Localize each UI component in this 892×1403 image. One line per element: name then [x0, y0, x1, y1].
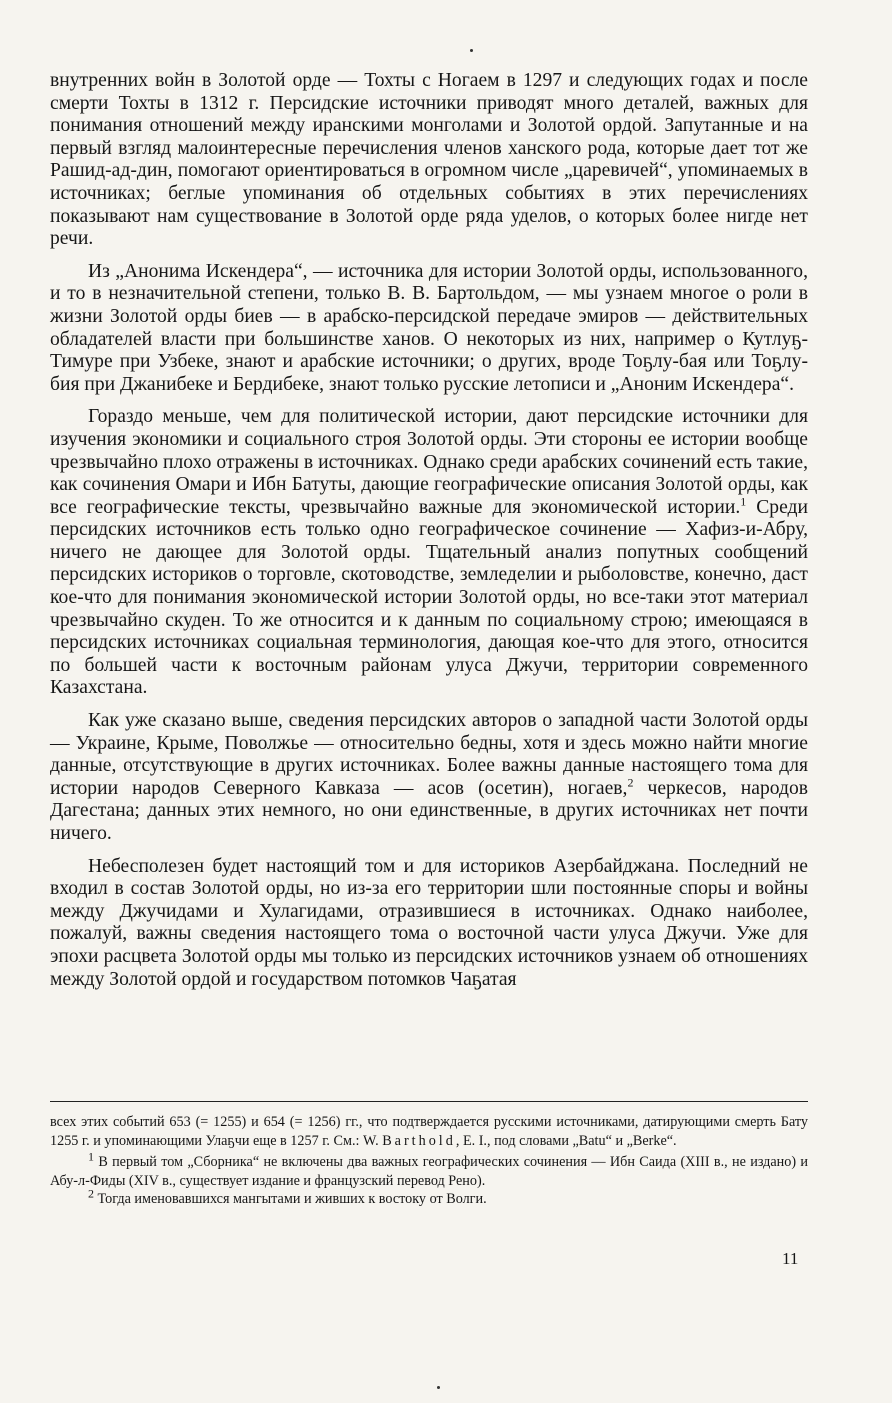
footnote-2: [50, 1186, 808, 1209]
footnote-author-name: Barthold: [382, 1132, 456, 1149]
footnote-cont-text-b: , E. I., под словами „Batu“ и „Berke“.: [455, 1132, 677, 1149]
scan-speck-bottom: [437, 1386, 440, 1389]
paragraph-1: внутренних войн в Золотой орде — Тохты с Ногаем в 1297 и следующих годах и после смерти Тохты в 1312 г. Персидские источники приводят много деталей, важных для понимания отношений между иранскими монголами и Золотой ордой. Запутанные и на первый взгляд малоинтересные перечисления членов ханского рода, которые дает тот же Рашид-ад-дин, помогают ориентироваться в огромном числе „царевичей“, упоминаемых в источниках; беглые упоминания об отдельных событиях в этих перечислениях показывают нам существование в Золотой орде ряда уделов, о которых более нигде нет речи.: [50, 70, 808, 250]
footnote-2-mark: 2: [88, 1186, 94, 1201]
paragraph-4-text-b: черкесов, народов Дагестана; данных этих немного, но они единственные, в других источниках нет почти ничего.: [50, 777, 809, 844]
footnote-1-mark: 1: [88, 1149, 94, 1164]
paragraph-2: Из „Анонима Искендера“, — источника для истории Золотой орды, использованного, и то в незначительной степени, только В. В. Бартольдом, — мы узнаем многое о роли в жизни Золотой орды биев — в арабско-персидской передаче эмиров — действительных обладателей власти при большинстве ханов. О некоторых из них, например о Кутлуҕ-Тимуре при Узбеке, знают и арабские источники; о других, вроде Тоҕлу-бая или Тоҕлу-бия при Джанибеке и Бердибеке, знают только русские летописи и „Аноним Искендера“.: [50, 260, 808, 395]
footnotes: [50, 1113, 808, 1209]
page-number: 11: [782, 1249, 799, 1268]
paragraph-3-text-a: Гораздо меньше, чем для политической истории, дают персидские источники для изучения экономики и социального строя Золотой орды. Эти стороны ее истории вообще чрезвычайно плохо отражены в источниках. Однако среди арабских сочинений есть такие, как сочинения Омари и Ибн Батуты, дающие географические описания Золотой орды, как все географические тексты, чрезвычайно важные для экономической истории.: [50, 406, 808, 518]
paragraph-4: [50, 710, 808, 846]
footnote-1: [50, 1149, 808, 1190]
footnote-separator: [50, 1101, 808, 1102]
scan-speck-top: [470, 49, 473, 52]
footnote-2-text: Тогда именовавшихся мангытами и живших к востоку от Волги.: [94, 1191, 487, 1207]
main-text: [50, 70, 808, 991]
footnote-cont-text-a: всех этих событий 653 (= 1255) и 654 (= 1256) гг., что подтверждается русскими источниками, датирующими смерть Бату 1255 г. и упоминающими Улаҕчи еще в 1257 г. См.: W.: [50, 1114, 808, 1149]
footnote-1-text: В первый том „Сборника“ не включены два важных географических сочинения — Ибн Саида (XIII в., не издано) и Абу-л-Фиды (XIV в., существует издание и французский перевод Рено).: [50, 1154, 808, 1189]
footnote-continuation: [50, 1113, 808, 1150]
footnote-ref-1: 1: [740, 494, 747, 509]
paragraph-4-text-a: Как уже сказано выше, сведения персидских авторов о западной части Золотой орды — Украине, Крыме, Поволжье — относительно бедны, хотя и здесь можно найти многие данные, отсутствующие в других источниках. Более важны данные настоящего тома для истории народов Северного Кавказа — асов (осетин), ногаев,: [50, 710, 808, 799]
paragraph-5: Небесполезен будет настоящий том и для историков Азербайджана. Последний не входил в состав Золотой орды, но из-за его территории шли постоянные споры и войны между Джучидами и Хулагидами, отразившиеся в источниках. Однако наиболее, пожалуй, важны сведения настоящего тома о восточной части улуса Джучи. Уже для эпохи расцвета Золотой орды мы только из персидских источников узнаем об отношениях между Золотой ордой и государством потомков Чаҕатая: [50, 855, 808, 990]
paragraph-3: [50, 406, 808, 700]
paragraph-3-text-b: Среди персидских источников есть только одно географическое сочинение — Хафиз-и-Абру, ничего не дающее для Золотой орды. Тщательный анализ попутных сообщений персидских историков о торговле, скотоводстве, земледелии и рыболовстве, конечно, даст кое-что для понимания экономической истории Золотой орды, но все-таки этот материал чрезвычайно скуден. То же относится и к данным по социальному строю; имеющаяся в персидских источниках социальная терминология, дающая кое-что для этого, относится по большей части к восточным районам улуса Джучи, территории современного Казахстана.: [50, 496, 808, 699]
footnote-ref-2: 2: [627, 775, 634, 790]
